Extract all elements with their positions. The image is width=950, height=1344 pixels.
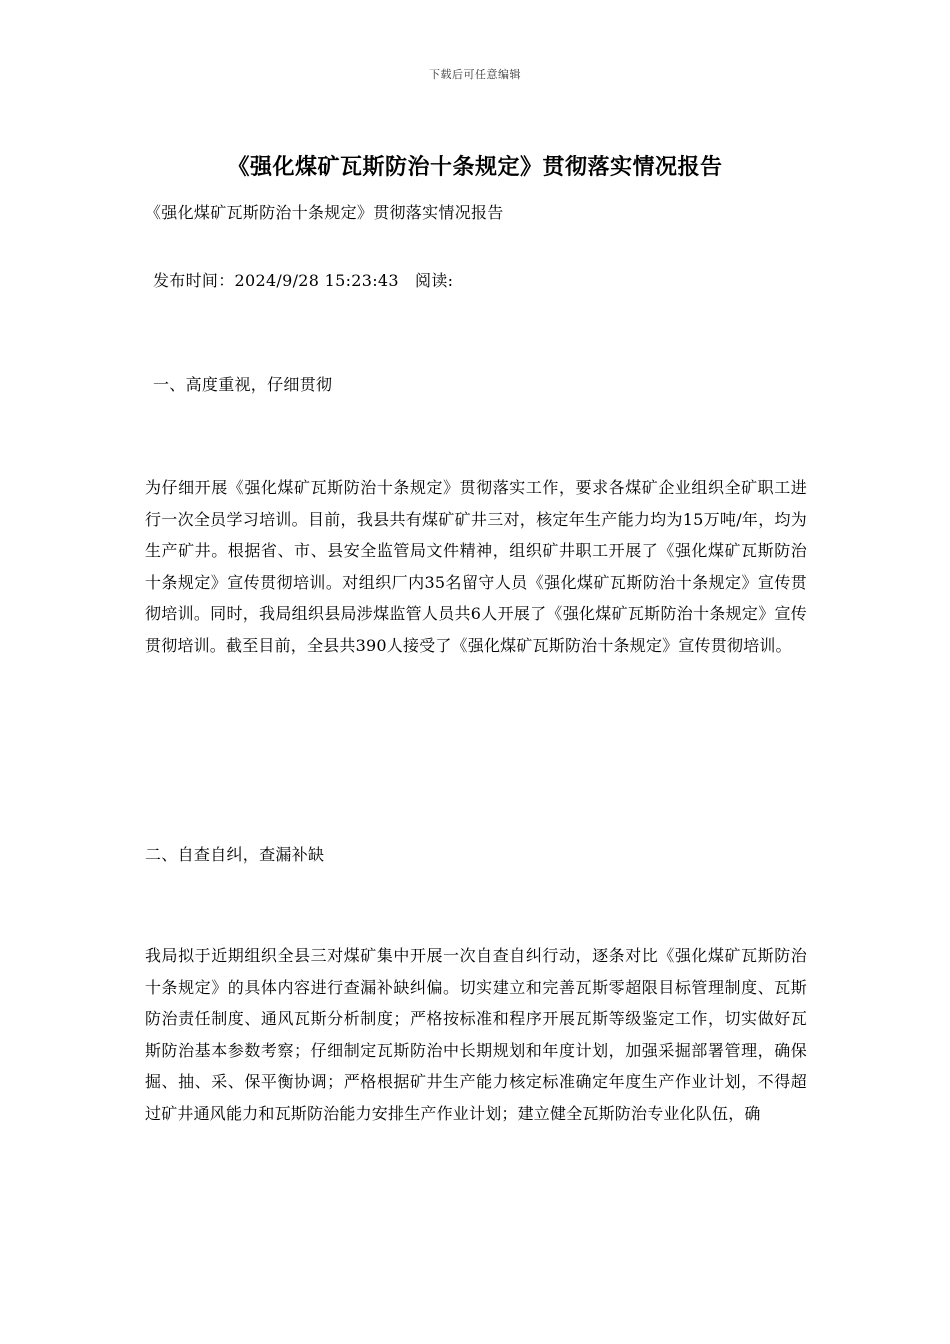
document-subtitle: 《强化煤矿瓦斯防治十条规定》贯彻落实情况报告 xyxy=(145,203,504,222)
section-heading-1: 一、高度重视，仔细贯彻 xyxy=(153,375,333,394)
section-heading-2: 二、自查自纠，查漏补缺 xyxy=(145,845,325,864)
header-note: 下载后可任意编辑 xyxy=(429,68,521,81)
document-title: 《强化煤矿瓦斯防治十条规定》贯彻落实情况报告 xyxy=(227,154,723,180)
section-body-2: 我局拟于近期组织全县三对煤矿集中开展一次自查自纠行动，逐条对比《强化煤矿瓦斯防治十条规定》的具体内容进行查漏补缺纠偏。切实建立和完善瓦斯零超限目标管理制度、瓦斯防治责任制度、通风瓦斯分析制度；严格按标准和程序开展瓦斯等级鉴定工作，切实做好瓦斯防治基本参数考察；仔细制定瓦斯防治中长期规划和年度计划，加强采掘部署管理，确保掘、抽、采、保平衡协调；严格根据矿井生产能力核定标准确定年度生产作业计划，不得超过矿井通风能力和瓦斯防治能力安排生产作业计划；建立健全瓦斯防治专业化队伍，确 xyxy=(145,946,807,1123)
section-body-1: 为仔细开展《强化煤矿瓦斯防治十条规定》贯彻落实工作，要求各煤矿企业组织全矿职工进行一次全员学习培训。目前，我县共有煤矿矿井三对，核定年生产能力均为15万吨/年，均为生产矿井。根据省、市、县安全监管局文件精神，组织矿井职工开展了《强化煤矿瓦斯防治十条规定》宣传贯彻培训。对组织厂内35名留守人员《强化煤矿瓦斯防治十条规定》宣传贯彻培训。同时，我局组织县局涉煤监管人员共6人开展了《强化煤矿瓦斯防治十条规定》宣传贯彻培训。截至目前，全县共390人接受了《强化煤矿瓦斯防治十条规定》宣传贯彻培训。 xyxy=(145,478,807,655)
publish-meta: 发布时间：2024/9/28 15:23:43 阅读: xyxy=(153,271,454,290)
